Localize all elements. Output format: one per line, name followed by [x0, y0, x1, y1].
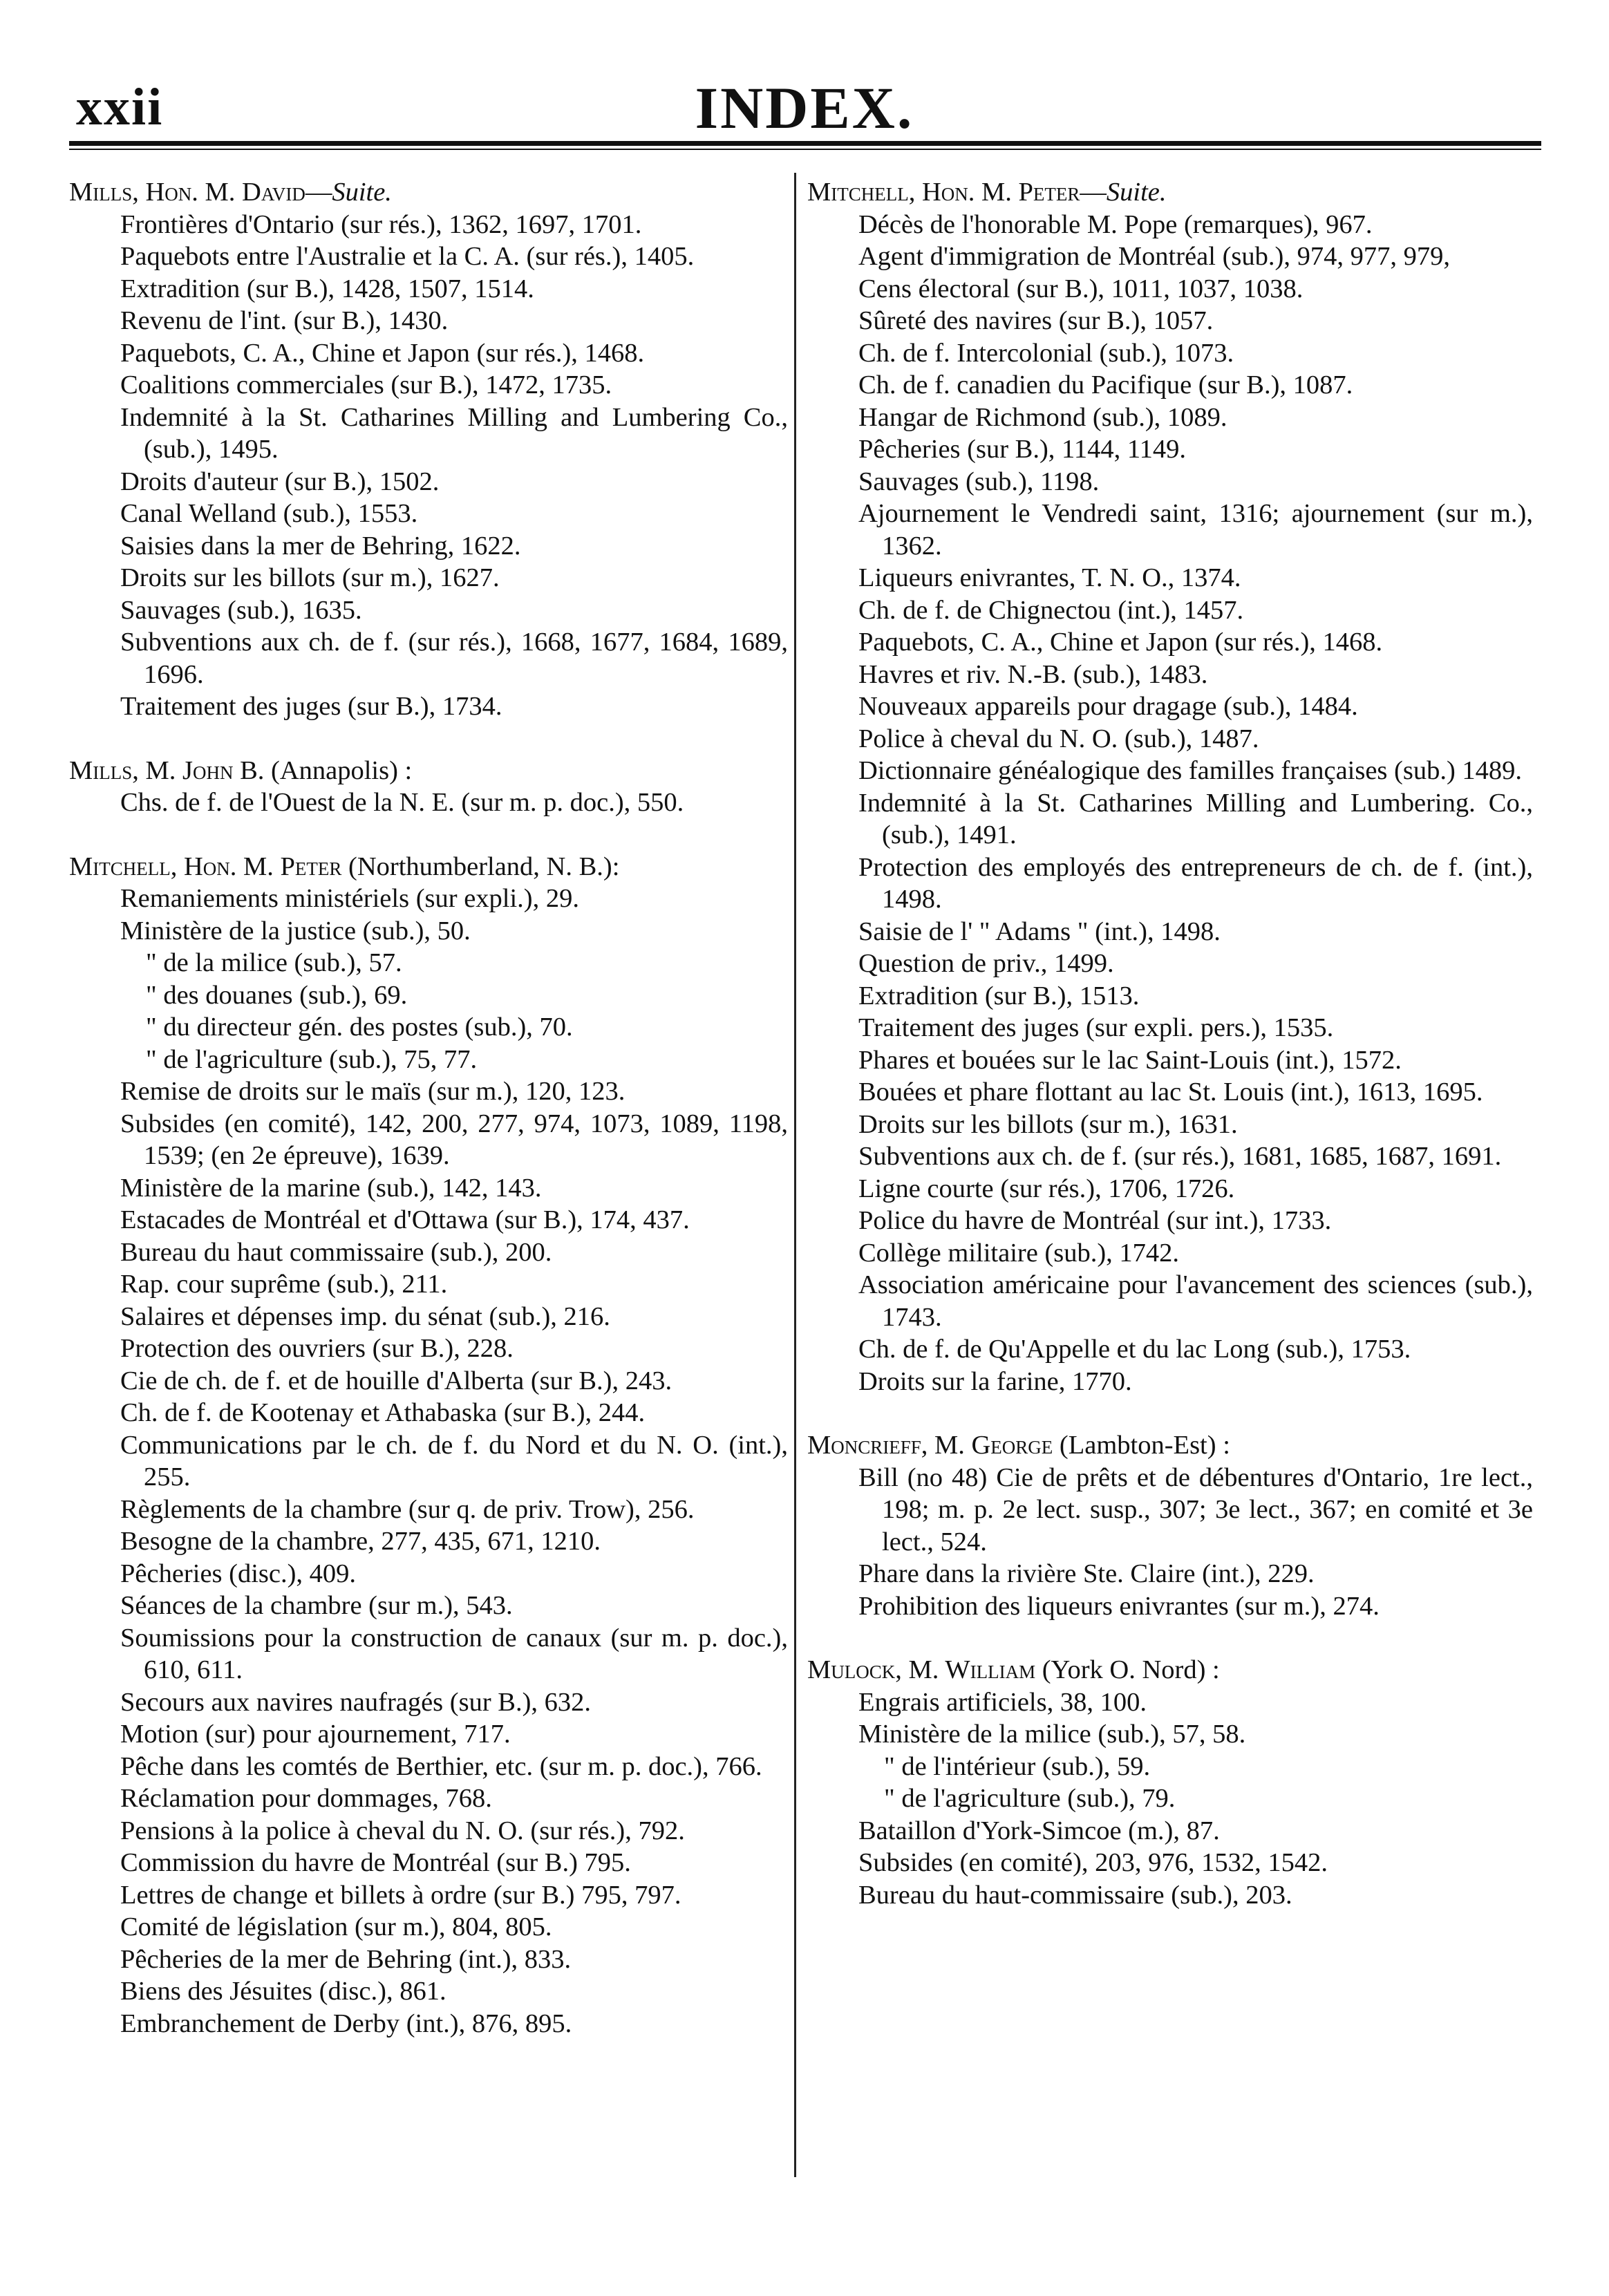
index-heading: Mills, Hon. M. David—Suite.	[69, 178, 392, 207]
index-entry: Extradition (sur B.), 1428, 1507, 1514.	[120, 274, 534, 303]
index-entry: " de la milice (sub.), 57.	[146, 948, 402, 977]
member-title: Hon. M. David	[145, 178, 305, 207]
index-entry: Rap. cour suprême (sub.), 211.	[120, 1270, 448, 1299]
index-entry: Subventions aux ch. de f. (sur rés.), 1681, 1685, 1687, 1691.	[858, 1142, 1502, 1171]
member-riding: (Northumberland, N. B.):	[341, 851, 620, 881]
index-entry: Ch. de f. canadien du Pacifique (sur B.), 1087.	[858, 370, 1353, 399]
section-gap	[69, 723, 788, 755]
index-entry: Question de priv., 1499.	[858, 949, 1114, 978]
index-entry: Ch. de f. Intercolonial (sub.), 1073.	[858, 338, 1234, 368]
index-entry: Ch. de f. de Chignectou (int.), 1457.	[858, 595, 1244, 625]
index-entry: Association américaine pour l'avancement des sciences (sub.), 1743.	[858, 1270, 1533, 1332]
index-entry: " des douanes (sub.), 69.	[146, 980, 408, 1010]
index-entry: Subventions aux ch. de f. (sur rés.), 1668, 1677, 1684, 1689, 1696.	[120, 628, 788, 689]
index-entry: Havres et riv. N.-B. (sub.), 1483.	[858, 659, 1208, 689]
index-entry: Communications par le ch. de f. du Nord et du N. O. (int.), 255.	[120, 1430, 788, 1492]
index-heading	[807, 1654, 1533, 1686]
page-header	[69, 64, 1540, 147]
index-entry: Règlements de la chambre (sur q. de priv. Trow), 256.	[120, 1494, 695, 1524]
index-entry: Ch. de f. de Qu'Appelle et du lac Long (sub.), 1753.	[858, 1335, 1411, 1364]
member-title: M. John B.	[145, 755, 265, 785]
page-number: xxii	[76, 78, 164, 136]
page-title: INDEX.	[695, 75, 914, 141]
index-entry: Réclamation pour dommages, 768.	[120, 1784, 492, 1813]
index-entry: Protection des employés des entrepreneurs de ch. de f. (int.), 1498.	[858, 852, 1533, 914]
index-entry: Revenu de l'int. (sur B.), 1430.	[120, 306, 449, 335]
index-entry: " de l'agriculture (sub.), 79.	[884, 1784, 1176, 1813]
index-entry: Hangar de Richmond (sub.), 1089.	[858, 402, 1227, 432]
index-entry: Droits sur les billots (sur m.), 1627.	[120, 563, 500, 592]
index-entry: Extradition (sur B.), 1513.	[858, 981, 1140, 1010]
member-title: M. George	[934, 1431, 1053, 1460]
section-gap	[69, 819, 788, 851]
index-entry: Coalitions commerciales (sur B.), 1472, 1735.	[120, 370, 612, 399]
left-column	[69, 176, 788, 2040]
index-entry: Agent d'immigration de Montréal (sub.), 974, 977, 979,	[858, 242, 1450, 271]
member-surname: Mills,	[69, 755, 139, 785]
index-entry: Droits sur la farine, 1770.	[858, 1366, 1132, 1396]
continuation-label: Suite.	[1106, 178, 1167, 207]
index-entry: Pêcheries (disc.), 409.	[120, 1559, 357, 1588]
continuation-label: Suite.	[332, 178, 392, 207]
index-entry: Subsides (en comité), 203, 976, 1532, 1542.	[858, 1848, 1328, 1877]
member-riding: (Lambton-Est) :	[1053, 1431, 1230, 1460]
member-surname: Moncrieff,	[807, 1431, 928, 1460]
index-entry: " du directeur gén. des postes (sub.), 70.	[146, 1013, 573, 1042]
index-entry: Soumissions pour la construction de canaux (sur m. p. doc.), 610, 611.	[120, 1623, 788, 1684]
index-entry: Pensions à la police à cheval du N. O. (sur rés.), 792.	[120, 1816, 685, 1845]
index-entry: Ligne courte (sur rés.), 1706, 1726.	[858, 1174, 1235, 1203]
section-gap	[807, 1622, 1533, 1654]
index-entry: Ministère de la milice (sub.), 57, 58.	[858, 1720, 1246, 1749]
index-entry: Secours aux navires naufragés (sur B.), 632.	[120, 1687, 592, 1717]
index-entry: Saisie de l' " Adams " (int.), 1498.	[858, 916, 1221, 946]
column-divider	[794, 173, 796, 2177]
index-heading	[69, 755, 788, 787]
index-entry: Ministère de la justice (sub.), 50.	[120, 916, 471, 945]
member-surname: Mitchell,	[807, 178, 916, 207]
member-surname: Mitchell,	[69, 851, 178, 881]
index-entry: Droits sur les billots (sur m.), 1631.	[858, 1109, 1238, 1139]
header-rule-thick	[69, 141, 1541, 146]
index-entry: Lettres de change et billets à ordre (sur B.) 795, 797.	[120, 1880, 681, 1910]
index-heading: Mitchell, Hon. M. Peter—Suite.	[807, 178, 1167, 207]
index-entry: Cie de ch. de f. et de houille d'Alberta (sur B.), 243.	[120, 1366, 672, 1395]
index-entry: Sauvages (sub.), 1198.	[858, 467, 1100, 496]
index-entry: Phare dans la rivière Ste. Claire (int.), 229.	[858, 1559, 1315, 1588]
member-surname: Mulock,	[807, 1655, 902, 1684]
right-column	[807, 176, 1533, 1911]
index-entry: Pêche dans les comtés de Berthier, etc. (sur m. p. doc.), 766.	[120, 1751, 762, 1781]
index-entry: Indemnité à la St. Catharines Milling and Lumbering Co., (sub.), 1495.	[120, 402, 788, 464]
index-entry: Sûreté des navires (sur B.), 1057.	[858, 306, 1214, 335]
index-entry: Motion (sur) pour ajournement, 717.	[120, 1720, 511, 1749]
index-entry: Indemnité à la St. Catharines Milling and Lumbering. Co., (sub.), 1491.	[858, 788, 1533, 849]
header-rule-thin	[69, 149, 1541, 150]
index-entry: Ministère de la marine (sub.), 142, 143.	[120, 1173, 542, 1203]
section-gap	[807, 1398, 1533, 1429]
index-entry: Besogne de la chambre, 277, 435, 671, 1210.	[120, 1527, 601, 1556]
index-entry: Liqueurs enivrantes, T. N. O., 1374.	[858, 563, 1241, 592]
index-entry: Paquebots entre l'Australie et la C. A. (sur rés.), 1405.	[120, 242, 695, 271]
index-entry: Embranchement de Derby (int.), 876, 895.	[120, 2008, 572, 2038]
index-entry: Collège militaire (sub.), 1742.	[858, 1238, 1180, 1268]
index-entry: Remise de droits sur le maïs (sur m.), 120, 123.	[120, 1077, 625, 1106]
index-entry: Cens électoral (sur B.), 1011, 1037, 1038.	[858, 274, 1304, 303]
index-entry: Bureau du haut-commissaire (sub.), 203.	[858, 1880, 1292, 1910]
index-entry: Commission du havre de Montréal (sur B.) 795.	[120, 1848, 631, 1877]
index-entry: Chs. de f. de l'Ouest de la N. E. (sur m. p. doc.), 550.	[120, 788, 684, 817]
member-riding: (York O. Nord) :	[1035, 1655, 1220, 1684]
index-entry: Saisies dans la mer de Behring, 1622.	[120, 531, 521, 561]
index-entry: Pêcheries (sur B.), 1144, 1149.	[858, 435, 1187, 464]
index-entry: " de l'agriculture (sub.), 75, 77.	[146, 1044, 478, 1074]
index-entry: Biens des Jésuites (disc.), 861.	[120, 1977, 446, 2006]
index-entry: Sauvages (sub.), 1635.	[120, 595, 362, 625]
index-entry: Estacades de Montréal et d'Ottawa (sur B.), 174, 437.	[120, 1205, 690, 1234]
index-entry: Police du havre de Montréal (sur int.), 1733.	[858, 1206, 1332, 1235]
index-entry: Prohibition des liqueurs enivrantes (sur m.), 274.	[858, 1591, 1380, 1621]
index-entry: Droits d'auteur (sur B.), 1502.	[120, 467, 440, 496]
index-entry: Pêcheries de la mer de Behring (int.), 833.	[120, 1944, 572, 1974]
index-entry: Bataillon d'York-Simcoe (m.), 87.	[858, 1816, 1220, 1845]
member-riding: (Annapolis) :	[264, 755, 413, 785]
index-heading	[69, 851, 788, 883]
index-entry: Canal Welland (sub.), 1553.	[120, 499, 418, 528]
index-entry: Ch. de f. de Kootenay et Athabaska (sur B.), 244.	[120, 1398, 646, 1427]
index-entry: Paquebots, C. A., Chine et Japon (sur rés.), 1468.	[120, 338, 645, 368]
member-title: Hon. M. Peter	[183, 851, 342, 881]
index-entry: Paquebots, C. A., Chine et Japon (sur rés.), 1468.	[858, 628, 1383, 657]
index-entry: Bureau du haut commissaire (sub.), 200.	[120, 1237, 552, 1267]
index-entry: Comité de législation (sur m.), 804, 805.	[120, 1912, 552, 1941]
index-entry: Dictionnaire généalogique des familles françaises (sub.) 1489.	[858, 756, 1523, 785]
index-entry: Traitement des juges (sur expli. pers.), 1535.	[858, 1013, 1334, 1042]
index-entry: Traitement des juges (sur B.), 1734.	[120, 692, 502, 721]
index-entry: Remaniements ministériels (sur expli.), 29.	[120, 884, 579, 913]
index-entry: Phares et bouées sur le lac Saint-Louis (int.), 1572.	[858, 1045, 1402, 1075]
member-title: M. William	[908, 1655, 1036, 1684]
index-entry: Bouées et phare flottant au lac St. Louis (int.), 1613, 1695.	[858, 1078, 1483, 1107]
member-surname: Mills,	[69, 178, 139, 207]
index-entry: Frontières d'Ontario (sur rés.), 1362, 1697, 1701.	[120, 209, 642, 239]
index-heading	[807, 1429, 1533, 1462]
index-entry: Engrais artificiels, 38, 100.	[858, 1687, 1147, 1717]
index-entry: Bill (no 48) Cie de prêts et de débentures d'Ontario, 1re lect., 198; m. p. 2e lect. susp., 307; 3e lect., 367; en comité et 3e lect., 524.	[858, 1462, 1533, 1556]
index-entry: Protection des ouvriers (sur B.), 228.	[120, 1334, 514, 1363]
index-entry: Salaires et dépenses imp. du sénat (sub.), 216.	[120, 1301, 610, 1331]
index-entry: " de l'intérieur (sub.), 59.	[884, 1751, 1151, 1781]
index-entry: Séances de la chambre (sur m.), 543.	[120, 1591, 513, 1620]
index-entry: Police à cheval du N. O. (sub.), 1487.	[858, 724, 1259, 753]
member-title: Hon. M. Peter	[921, 178, 1080, 207]
index-entry: Décès de l'honorable M. Pope (remarques), 967.	[858, 209, 1373, 239]
index-entry: Subsides (en comité), 142, 200, 277, 974, 1073, 1089, 1198, 1539; (en 2e épreuve), 1639.	[120, 1109, 788, 1170]
index-entry: Ajournement le Vendredi saint, 1316; ajournement (sur m.), 1362.	[858, 499, 1533, 561]
index-entry: Nouveaux appareils pour dragage (sub.), 1484.	[858, 692, 1358, 721]
